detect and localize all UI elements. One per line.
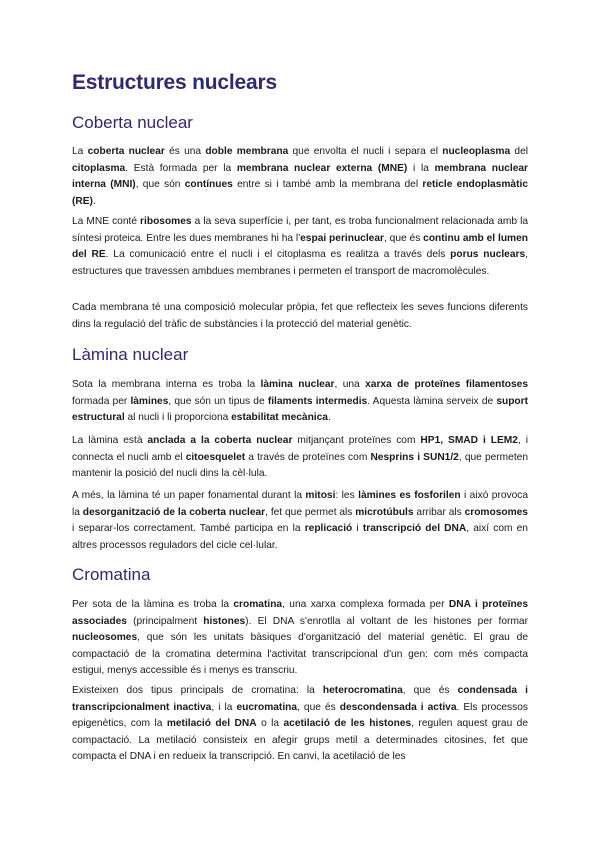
bold-term: làmina nuclear	[260, 379, 335, 390]
bold-term: nucleoplasma	[442, 146, 511, 157]
paragraph	[72, 377, 528, 427]
text-run: La MNE conté	[72, 216, 141, 227]
bold-term: desorganització de la coberta nuclear	[82, 506, 266, 518]
text-run: és una	[164, 146, 206, 157]
bold-term: suport estructural	[72, 395, 529, 423]
text-run: , que són les unitats bàsiques d'organització del material genètic. El grau de compactació de la cromatina determina l'activitat transcripcional d'un gen: com més compacta estigui, menys accessible és i menys es transcriu.	[72, 632, 528, 676]
paragraph	[72, 144, 528, 210]
text-run: Sota la membrana interna es troba la	[72, 379, 261, 390]
bold-term: anclada a la coberta nuclear	[147, 435, 293, 446]
bold-term: làmines es fosforilen	[358, 490, 461, 501]
text-run: , fet que permet als	[265, 506, 356, 518]
text-run: , que és	[297, 701, 340, 713]
bold-term: ribosomes	[140, 216, 192, 227]
bold-term: DNA i proteïnes associades	[72, 599, 529, 627]
bold-term: làmines	[130, 395, 169, 407]
paragraph	[72, 433, 528, 483]
text-run: , que són un tipus de	[168, 395, 268, 407]
text-run: i això provoca la	[72, 490, 529, 518]
bold-term: heterocromatina	[322, 685, 403, 696]
bold-term: nucleosomes	[72, 632, 138, 643]
bold-term: citoesquelet	[185, 451, 246, 463]
text-run: Existeixen dos tipus principals de cromatina: la	[72, 685, 323, 696]
bold-term: mitosi	[305, 490, 336, 501]
text-run: formada per	[72, 395, 131, 407]
paragraph	[72, 214, 528, 280]
text-run: , que és	[402, 685, 458, 696]
bold-term: reticle endoplasmàtic (RE)	[72, 179, 528, 207]
text-run: i	[352, 523, 363, 534]
bold-term: Nesprins i SUN1/2	[370, 451, 459, 463]
text-run: . Està formada per la	[125, 162, 237, 174]
text-run: Per sota de la làmina es troba la	[72, 599, 234, 610]
bold-term: filaments intermedis	[267, 395, 368, 407]
bold-term: membrana nuclear externa (MNE)	[236, 162, 408, 174]
text-run: entre si i també amb la membrana del	[232, 179, 423, 190]
text-run: del	[510, 146, 529, 157]
text-run: arribar als	[413, 506, 465, 518]
bold-term: condensada i transcripcionalment inactiva	[72, 685, 528, 713]
bold-term: descondensada i activa	[339, 701, 457, 713]
bold-term: espai perinuclear	[300, 232, 384, 244]
bold-term: citoplasma	[72, 162, 126, 174]
text-run: .	[92, 195, 96, 207]
bold-term: coberta nuclear	[87, 146, 165, 157]
page-title: Estructures nuclears	[72, 71, 277, 94]
bold-term: estabilitat mecànica	[231, 412, 328, 423]
text-run: que envolta el nucli i separa el	[288, 146, 443, 157]
bold-term: xarxa de proteïnes filamentoses	[365, 379, 529, 390]
bold-term: HP1, SMAD i LEM2	[420, 435, 518, 446]
bold-term: continu amb el lumen del RE	[72, 232, 528, 260]
text-run: , que són	[135, 179, 185, 190]
text-run: La	[72, 146, 88, 157]
bold-term: microtúbuls	[355, 506, 414, 518]
text-run: mitjançant proteïnes com	[292, 435, 421, 446]
text-run: , que és	[383, 232, 424, 244]
section-heading-cromatina: Cromatina	[72, 565, 151, 584]
text-run: .	[327, 412, 331, 423]
text-run: a través de proteïnes com	[245, 451, 371, 463]
bold-term: histones	[203, 615, 246, 627]
text-run: , una xarxa complexa formada per	[282, 599, 449, 610]
bold-term: cromatina	[233, 599, 283, 610]
text-run: a la seva superfície i, per tant, es troba funcionalment relacionada amb la síntesi proteica. Entre les dues membranes hi ha l'	[72, 216, 528, 244]
text-run: , regulen aquest grau de compactació. La metilació consisteix en afegir grups metil a determinades citosines, fet que compacta el DNA i en redueix la transcripció. En canvi, la acetilació de les	[72, 718, 528, 762]
text-run: , que permeten mantenir la posició del nucli dins la cèl·lula.	[72, 451, 528, 479]
paragraph	[72, 597, 528, 680]
text-run: , i connecta el nucli amb el	[72, 435, 528, 463]
paragraph	[72, 683, 528, 766]
bold-term: acetilació de les histones	[283, 718, 412, 729]
text-run: , una	[334, 379, 366, 390]
bold-term: porus nuclears	[450, 249, 526, 260]
text-run: , així com en altres processos reguladors del cicle cel·lular.	[72, 523, 528, 551]
bold-term: transcripció del DNA	[362, 523, 467, 534]
text-run: i separar-los correctament. També participa en la	[72, 523, 305, 534]
section-heading-lamina: Làmina nuclear	[72, 345, 189, 364]
text-run: : les	[335, 490, 359, 501]
text-run: al nucli i li proporciona	[124, 412, 232, 423]
text-run: . La comunicació entre el nucli i el citoplasma es realitza a través dels	[105, 249, 451, 260]
bold-term: contínues	[184, 179, 233, 190]
bold-term: doble membrana	[205, 146, 289, 157]
text-run: A més, la làmina té un paper fonamental durant la	[72, 490, 306, 501]
bold-term: replicació	[304, 523, 353, 534]
bold-term: membrana nuclear interna (MNI)	[72, 162, 529, 190]
text-run: , estructures que travessen ambdues membranes i permeten el transport de macromolècules.	[72, 249, 528, 277]
text-run: , i la	[211, 701, 237, 713]
paragraph	[72, 300, 528, 333]
paragraph	[72, 488, 528, 554]
text-run: . Aquesta làmina serveix de	[367, 395, 497, 407]
bold-term: cromosomes	[464, 506, 528, 518]
text-run: o la	[256, 718, 284, 729]
section-heading-coberta: Coberta nuclear	[72, 113, 193, 132]
text-run: i la	[407, 162, 435, 174]
bold-term: eucromatina	[236, 701, 298, 713]
text-run: La làmina està	[72, 435, 148, 446]
bold-term: metilació del DNA	[166, 718, 257, 729]
text-run: . Els processos epigenètics, com la	[72, 701, 528, 729]
text-run: Cada membrana té una composició molecular pròpia, fet que reflecteix les seves funcions diferents dins la regulació del tràfic de substàncies i la protecció del material genètic.	[72, 302, 528, 330]
text-run: (principalment	[126, 615, 204, 627]
text-run: ). El DNA s'enrotlla al voltant de les histones per formar	[245, 615, 528, 627]
